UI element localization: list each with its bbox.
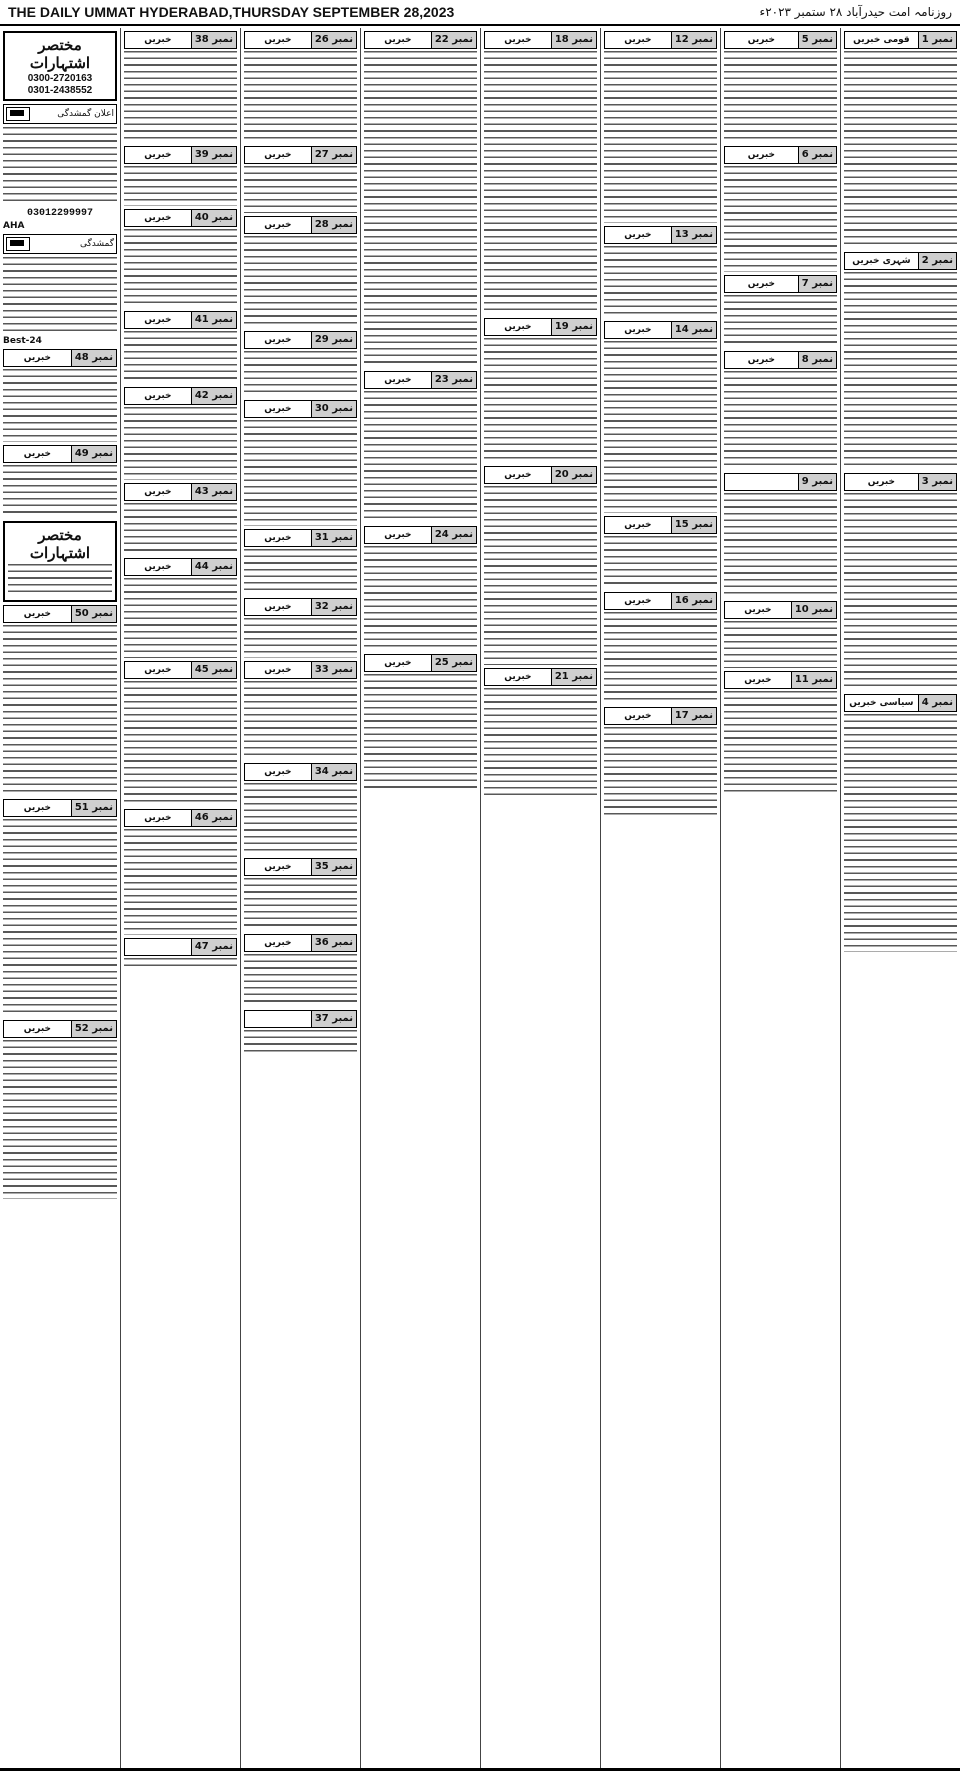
section-number: نمبر 16 bbox=[671, 593, 716, 609]
section-header bbox=[604, 516, 717, 534]
section-number: نمبر 22 bbox=[431, 32, 476, 48]
section-header bbox=[844, 31, 957, 49]
classified-section bbox=[244, 216, 357, 328]
section-header bbox=[484, 668, 597, 686]
section-header bbox=[244, 1010, 357, 1028]
section-number: نمبر 3 bbox=[918, 474, 956, 490]
classified-section bbox=[124, 209, 237, 308]
section-body-text bbox=[364, 674, 477, 793]
section-header bbox=[244, 661, 357, 679]
classified-section bbox=[124, 558, 237, 657]
classified-section bbox=[124, 809, 237, 935]
classified-section bbox=[124, 146, 237, 206]
section-title: خبریں bbox=[504, 35, 532, 45]
classified-section bbox=[604, 321, 717, 513]
classified-section bbox=[364, 654, 477, 793]
classified-section bbox=[484, 318, 597, 463]
section-body-text bbox=[844, 714, 957, 952]
classified-section bbox=[124, 483, 237, 556]
section-number: نمبر 4 bbox=[918, 695, 956, 711]
section-header bbox=[124, 31, 237, 49]
section-body-text bbox=[844, 51, 957, 249]
section-title: خبریں bbox=[144, 35, 172, 45]
section-body-text bbox=[364, 51, 477, 368]
section-body-text bbox=[124, 229, 237, 308]
column-1 bbox=[840, 28, 960, 1768]
section-header bbox=[3, 605, 117, 623]
section-header bbox=[124, 661, 237, 679]
section-number: نمبر 19 bbox=[551, 319, 596, 335]
section-number: نمبر 42 bbox=[191, 388, 236, 404]
section-title: خبریں bbox=[264, 664, 292, 675]
section-header bbox=[124, 146, 237, 164]
classified-section bbox=[604, 516, 717, 589]
section-number: نمبر 29 bbox=[311, 332, 356, 348]
section-title bbox=[725, 474, 798, 490]
section-number: نمبر 49 bbox=[71, 446, 116, 462]
section-body-text bbox=[244, 166, 357, 212]
section-header bbox=[124, 387, 237, 405]
classified-section bbox=[364, 526, 477, 652]
classified-section bbox=[724, 601, 837, 667]
section-body-text bbox=[124, 503, 237, 556]
section-number: نمبر 10 bbox=[791, 602, 836, 618]
classified-section bbox=[124, 661, 237, 806]
classified-section bbox=[244, 661, 357, 760]
section-number: نمبر 44 bbox=[191, 559, 236, 575]
section-title: خبریں bbox=[144, 150, 172, 161]
classified-section bbox=[484, 466, 597, 664]
section-title: خبریں bbox=[23, 608, 52, 619]
section-header bbox=[604, 321, 717, 339]
section-title bbox=[245, 1011, 311, 1027]
section-number: نمبر 1 bbox=[918, 32, 956, 48]
section-body-text bbox=[244, 351, 357, 397]
section-header bbox=[484, 31, 597, 49]
section-number: نمبر 41 bbox=[191, 312, 236, 328]
classified-section bbox=[244, 400, 357, 526]
section-number: نمبر 2 bbox=[918, 253, 956, 269]
section-body-text bbox=[244, 549, 357, 595]
section-header bbox=[364, 526, 477, 544]
classified-section bbox=[3, 605, 117, 797]
classified-section bbox=[604, 226, 717, 319]
classified-section bbox=[604, 31, 717, 223]
section-title: خبریں bbox=[23, 448, 52, 459]
section-title: خبریں bbox=[504, 470, 532, 481]
section-number: نمبر 28 bbox=[311, 217, 356, 233]
classified-section bbox=[724, 146, 837, 272]
section-number: نمبر 37 bbox=[311, 1011, 356, 1027]
section-body-text bbox=[724, 371, 837, 470]
column-4 bbox=[480, 28, 600, 1768]
section-header bbox=[724, 146, 837, 164]
classified-section bbox=[244, 31, 357, 143]
section-header bbox=[244, 529, 357, 547]
section-title: خبریں bbox=[264, 150, 292, 161]
section-title: خبریں bbox=[264, 938, 292, 949]
section-header bbox=[244, 934, 357, 952]
section-header bbox=[724, 351, 837, 369]
section-title: خبریں bbox=[744, 605, 772, 616]
classified-section bbox=[244, 858, 357, 931]
section-title: خبریں bbox=[384, 374, 412, 385]
section-header bbox=[364, 31, 477, 49]
section-number: نمبر 8 bbox=[798, 352, 836, 368]
section-title: خبریں bbox=[384, 35, 412, 45]
section-body-text bbox=[844, 272, 957, 470]
columns bbox=[0, 28, 960, 1768]
section-number: نمبر 26 bbox=[311, 32, 356, 48]
section-header bbox=[724, 601, 837, 619]
section-body-text bbox=[3, 369, 117, 442]
section-number: نمبر 11 bbox=[791, 672, 836, 688]
section-header bbox=[244, 598, 357, 616]
section-number: نمبر 46 bbox=[191, 810, 236, 826]
section-title: خبریں bbox=[747, 35, 776, 45]
column-3 bbox=[600, 28, 720, 1768]
section-title: خبریں bbox=[747, 354, 776, 365]
classified-ads-box-secondary bbox=[3, 521, 117, 602]
masthead bbox=[0, 0, 960, 26]
section-body-text bbox=[244, 954, 357, 1007]
section-number: نمبر 45 bbox=[191, 662, 236, 678]
section-header bbox=[124, 809, 237, 827]
section-header bbox=[124, 558, 237, 576]
section-number: نمبر 32 bbox=[311, 599, 356, 615]
classified-section bbox=[3, 349, 117, 442]
section-body-text bbox=[364, 391, 477, 523]
section-title: خبریں bbox=[384, 529, 412, 540]
section-title: خبریں bbox=[384, 658, 412, 669]
section-number: نمبر 23 bbox=[431, 372, 476, 388]
classified-ads-phone: 0300-2720163 bbox=[27, 73, 93, 84]
section-number: نمبر 5 bbox=[798, 32, 836, 48]
ads-body-text bbox=[8, 564, 112, 597]
section-body-text bbox=[124, 958, 237, 971]
small-advertisement bbox=[3, 104, 117, 124]
section-number: نمبر 12 bbox=[671, 32, 716, 48]
section-title bbox=[125, 939, 191, 955]
section-body-text bbox=[844, 493, 957, 691]
section-number: نمبر 39 bbox=[191, 147, 236, 163]
section-body-text bbox=[604, 536, 717, 589]
section-title: خبریں bbox=[504, 671, 532, 682]
section-header bbox=[364, 371, 477, 389]
section-number: نمبر 47 bbox=[191, 939, 236, 955]
classified-section bbox=[244, 529, 357, 595]
section-number: نمبر 14 bbox=[671, 322, 716, 338]
section-header bbox=[244, 331, 357, 349]
section-body-text bbox=[604, 341, 717, 513]
classified-section bbox=[724, 671, 837, 797]
section-title: خبریں bbox=[504, 322, 532, 332]
classified-section bbox=[844, 694, 957, 952]
classified-section bbox=[244, 1010, 357, 1056]
announcement-icon bbox=[6, 237, 30, 251]
section-body-text bbox=[604, 51, 717, 223]
section-number: نمبر 6 bbox=[798, 147, 836, 163]
section-body-text bbox=[244, 878, 357, 931]
section-header bbox=[604, 707, 717, 725]
section-header bbox=[3, 445, 117, 463]
classified-ads-box bbox=[3, 31, 117, 101]
column-6 bbox=[240, 28, 360, 1768]
section-number: نمبر 25 bbox=[431, 655, 476, 671]
section-title: خبریں bbox=[23, 353, 52, 364]
section-header bbox=[604, 592, 717, 610]
classified-section bbox=[124, 387, 237, 480]
section-body-text bbox=[724, 493, 837, 599]
section-number: نمبر 21 bbox=[551, 669, 596, 685]
section-title: خبریں bbox=[144, 486, 172, 497]
section-body-text bbox=[124, 166, 237, 206]
section-body-text bbox=[124, 829, 237, 935]
classified-section bbox=[124, 938, 237, 971]
section-body-text bbox=[724, 621, 837, 667]
section-body-text bbox=[604, 246, 717, 319]
classified-section bbox=[724, 351, 837, 470]
section-header bbox=[244, 31, 357, 49]
section-header bbox=[604, 226, 717, 244]
section-number: نمبر 36 bbox=[311, 935, 356, 951]
classified-section bbox=[244, 763, 357, 856]
section-title: خبریں bbox=[624, 325, 652, 336]
small-ad-tag: AHA bbox=[3, 221, 25, 232]
section-header bbox=[124, 209, 237, 227]
masthead-urdu-title: روزنامہ امت حیدرآباد ۲۸ ستمبر ۲۰۲۳ء bbox=[759, 5, 952, 19]
section-number: نمبر 9 bbox=[798, 474, 836, 490]
section-body-text bbox=[124, 578, 237, 657]
section-body-text bbox=[3, 625, 117, 797]
section-header bbox=[844, 473, 957, 491]
section-title: خبریں bbox=[747, 278, 776, 289]
section-number: نمبر 13 bbox=[671, 227, 716, 243]
section-title: خبریں bbox=[144, 390, 172, 401]
section-title: خبریں bbox=[264, 532, 292, 543]
small-ad-text: گمشدگی bbox=[79, 239, 114, 250]
classified-section bbox=[724, 275, 837, 348]
column-2 bbox=[720, 28, 840, 1768]
section-title: خبریں bbox=[264, 601, 292, 612]
section-body-text bbox=[244, 618, 357, 658]
section-header bbox=[124, 938, 237, 956]
section-title: خبریں bbox=[264, 219, 292, 230]
section-number: نمبر 34 bbox=[311, 764, 356, 780]
classified-section bbox=[244, 598, 357, 658]
section-title: خبریں bbox=[264, 404, 292, 415]
section-body-text bbox=[484, 338, 597, 463]
section-body-text bbox=[124, 681, 237, 806]
section-header bbox=[844, 694, 957, 712]
section-body-text bbox=[3, 1040, 117, 1198]
section-number: نمبر 35 bbox=[311, 859, 356, 875]
section-number: نمبر 31 bbox=[311, 530, 356, 546]
section-body-text bbox=[124, 331, 237, 384]
classified-section bbox=[844, 31, 957, 249]
small-ad-body-text bbox=[3, 257, 117, 336]
section-header bbox=[724, 275, 837, 293]
classified-section bbox=[124, 311, 237, 384]
classified-section bbox=[3, 1020, 117, 1198]
classified-section bbox=[244, 934, 357, 1007]
section-body-text bbox=[724, 166, 837, 272]
section-body-text bbox=[484, 51, 597, 315]
section-number: نمبر 52 bbox=[71, 1021, 116, 1037]
classified-section bbox=[484, 668, 597, 800]
section-header bbox=[3, 799, 117, 817]
classified-section bbox=[3, 445, 117, 518]
section-body-text bbox=[3, 465, 117, 518]
section-body-text bbox=[124, 51, 237, 143]
section-body-text bbox=[604, 727, 717, 819]
small-advertisement bbox=[3, 234, 117, 254]
section-number: نمبر 51 bbox=[71, 800, 116, 816]
classified-section bbox=[364, 31, 477, 368]
section-header bbox=[244, 400, 357, 418]
section-header bbox=[124, 483, 237, 501]
section-body-text bbox=[604, 612, 717, 704]
section-body-text bbox=[244, 783, 357, 856]
section-title: خبریں bbox=[264, 862, 292, 873]
section-title: خبریں bbox=[144, 664, 172, 675]
section-header bbox=[724, 31, 837, 49]
classified-ads-title: مختصر اشتہارات bbox=[29, 526, 91, 562]
section-body-text bbox=[244, 51, 357, 143]
small-ad-body-text bbox=[3, 127, 117, 206]
column-7 bbox=[120, 28, 240, 1768]
classified-section bbox=[3, 799, 117, 1017]
section-title: خبریں bbox=[624, 519, 652, 530]
section-title: خبریں bbox=[264, 766, 292, 777]
section-title: خبریں bbox=[144, 315, 172, 326]
section-header bbox=[364, 654, 477, 672]
section-body-text bbox=[724, 295, 837, 348]
section-title: خبریں bbox=[23, 1024, 52, 1035]
section-title: خبریں bbox=[744, 674, 772, 685]
classified-section bbox=[124, 31, 237, 143]
section-header bbox=[844, 252, 957, 270]
classified-section bbox=[484, 31, 597, 315]
column-8 bbox=[0, 28, 120, 1768]
section-body-text bbox=[124, 407, 237, 480]
classified-section bbox=[364, 371, 477, 523]
section-number: نمبر 50 bbox=[71, 606, 116, 622]
classified-section bbox=[244, 146, 357, 212]
section-title: خبریں bbox=[144, 812, 172, 823]
small-ad-tag: Best-24 bbox=[3, 336, 42, 347]
announcement-icon bbox=[6, 107, 30, 121]
section-title: خبریں bbox=[624, 595, 652, 606]
section-header bbox=[484, 318, 597, 336]
section-number: نمبر 24 bbox=[431, 527, 476, 543]
section-body-text bbox=[244, 1030, 357, 1056]
section-number: نمبر 48 bbox=[71, 350, 116, 366]
section-number: نمبر 30 bbox=[311, 401, 356, 417]
section-number: نمبر 7 bbox=[798, 276, 836, 292]
section-title: سیاسی خبریں bbox=[849, 698, 914, 708]
section-body-text bbox=[244, 681, 357, 760]
section-header bbox=[244, 858, 357, 876]
section-header bbox=[724, 671, 837, 689]
section-number: نمبر 43 bbox=[191, 484, 236, 500]
section-header bbox=[244, 146, 357, 164]
section-number: نمبر 20 bbox=[551, 467, 596, 483]
section-number: نمبر 17 bbox=[671, 708, 716, 724]
classified-section bbox=[724, 473, 837, 599]
section-body-text bbox=[724, 691, 837, 797]
small-ad-text: اعلان گمشدگی bbox=[57, 109, 114, 119]
section-title: شہری خبریں bbox=[852, 256, 911, 266]
section-header bbox=[604, 31, 717, 49]
section-header bbox=[244, 216, 357, 234]
classified-section bbox=[244, 331, 357, 397]
section-title: خبریں bbox=[624, 710, 652, 721]
section-body-text bbox=[3, 819, 117, 1017]
section-header bbox=[724, 473, 837, 491]
section-body-text bbox=[244, 236, 357, 328]
section-number: نمبر 40 bbox=[191, 210, 236, 226]
section-number: نمبر 33 bbox=[311, 662, 356, 678]
section-header bbox=[124, 311, 237, 329]
section-number: نمبر 38 bbox=[191, 32, 236, 48]
section-body-text bbox=[364, 546, 477, 652]
classified-section bbox=[604, 707, 717, 819]
classified-ads-title: مختصر اشتہارات bbox=[29, 37, 91, 72]
masthead-english-title: THE DAILY UMMAT HYDERABAD,THURSDAY SEPTEMBER 28,2023 bbox=[8, 4, 455, 20]
section-header bbox=[3, 1020, 117, 1038]
section-body-text bbox=[724, 51, 837, 143]
classified-ads-phone: 0301-2438552 bbox=[27, 85, 93, 96]
section-title: خبریں bbox=[264, 35, 292, 45]
section-title: خبریں bbox=[264, 334, 292, 345]
section-title: خبریں bbox=[747, 150, 776, 161]
section-body-text bbox=[484, 486, 597, 664]
section-header bbox=[484, 466, 597, 484]
section-header bbox=[3, 349, 117, 367]
section-title: قومی خبریں bbox=[853, 35, 910, 45]
column-5 bbox=[360, 28, 480, 1768]
classified-section bbox=[844, 252, 957, 470]
section-title: خبریں bbox=[144, 562, 172, 573]
section-title: خبریں bbox=[624, 35, 652, 45]
small-ad-phone: 03012299997 bbox=[26, 208, 93, 220]
section-title: خبریں bbox=[144, 212, 172, 223]
section-title: خبریں bbox=[624, 229, 652, 240]
classified-section bbox=[844, 473, 957, 691]
section-body-text bbox=[244, 420, 357, 526]
classified-section bbox=[724, 31, 837, 143]
section-header bbox=[244, 763, 357, 781]
section-number: نمبر 18 bbox=[551, 32, 596, 48]
section-body-text bbox=[484, 688, 597, 800]
classified-section bbox=[604, 592, 717, 704]
section-number: نمبر 27 bbox=[311, 147, 356, 163]
section-number: نمبر 15 bbox=[671, 517, 716, 533]
section-title: خبریں bbox=[867, 477, 896, 487]
section-title: خبریں bbox=[23, 803, 52, 814]
